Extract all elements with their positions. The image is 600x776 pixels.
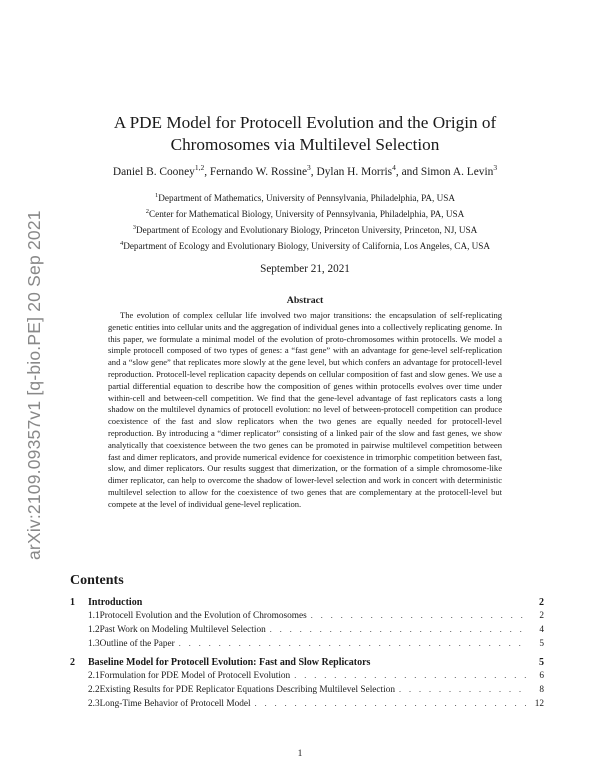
author	[209, 163, 317, 178]
toc-entry-subsection[interactable]	[70, 625, 544, 639]
toc-entry-subsection[interactable]	[70, 699, 544, 713]
toc-leader	[179, 639, 526, 648]
toc-page: 5	[539, 639, 544, 649]
author-affil-ref: 1,2	[194, 163, 205, 172]
author	[316, 163, 421, 178]
author-affil-ref: 4	[392, 163, 396, 172]
affiliation-text: Department of Ecology and Evolutionary Biology, University of California, Los Angeles, CA, USA	[123, 241, 491, 252]
affiliation-list	[60, 189, 550, 253]
affiliation	[60, 205, 550, 221]
toc-entry-subsection[interactable]	[70, 611, 544, 625]
toc-title: Protocell Evolution and the Evolution of Chromosomes	[99, 611, 307, 621]
affiliation-text: Department of Ecology and Evolutionary Biology, Princeton University, Princeton, NJ, USA	[136, 225, 478, 236]
abstract-body: The evolution of complex cellular life involved two major transitions: the encapsulation of self-replicating genetic entities into cellular units and the aggregation of individual genes into a collectively replicating genome. In this paper, we formulate a minimal model of the evolution of proto-chromosomes within protocells. We model a simple protocell composed of two types of genes: a “fast gene” with an advantage for gene-level self-replication and a “slow gene” that replicates more slowly at the gene level, but which confers an advantage for protocell-level reproduction. Protocell-level replication capacity depends on cellular composition of fast and slow genes. We use a partial differential equation to describe how the composition of genes within protocells evolves over time under within-cell and between-cell competition. We find that the gene-level advantage of fast replicators casts a long shadow on the multilevel dynamics of protocell evolution: no level of between-protocell competition can produce coexistence of the fast and slow replicators when the two genes are equally needed for protocell-level reproduction. By introducing a “dimer replicator” consisting of a linked pair of the slow and fast genes, we show analytically that coexistence between the two genes can be promoted in pairwise multilevel competition between fast and dimer replicators, and provide numerical evidence for coexistence in trimorphic competition between fast, slow, and dimer replicators. Our results suggest that dimerization, or the formation of a simple chromosome-like dimer replicator, can help to overcome the shadow of lower-level selection and work in concert with deterministic multilevel selection to allow for the coexistence of two genes that are complementary at the protocell-level but compete at the level of individual gene-level replication.	[108, 310, 502, 509]
toc-leader	[294, 671, 526, 680]
title-line: Chromosomes via Multilevel Selection	[170, 135, 440, 154]
toc-page: 6	[539, 671, 544, 681]
page-number: 1	[297, 749, 303, 759]
author-name: Daniel B. Cooney	[112, 165, 195, 178]
author-separator: , and	[395, 165, 421, 178]
toc-title: Past Work on Modeling Multilevel Selection	[99, 625, 266, 635]
affiliation-marker: 4	[119, 240, 124, 248]
table-of-contents	[70, 597, 544, 653]
affiliation	[60, 237, 550, 253]
author	[112, 163, 210, 178]
toc-number: 1.2	[88, 625, 100, 635]
affiliation-text: Center for Mathematical Biology, University of Pennsylvania, Philadelphia, PA, USA	[149, 209, 465, 220]
toc-number: 1.3	[88, 639, 100, 649]
author-list	[60, 163, 550, 178]
author	[420, 163, 498, 178]
toc-number: 2.1	[88, 671, 100, 681]
author-separator: ,	[310, 165, 317, 178]
affiliation-marker: 3	[132, 224, 136, 232]
toc-page: 12	[534, 699, 544, 709]
affiliation-text: Department of Mathematics, University of Pennsylvania, Philadelphia, PA, USA	[158, 193, 455, 204]
title-line: A PDE Model for Protocell Evolution and the Origin of	[113, 113, 497, 132]
author-name: Dylan H. Morris	[316, 165, 393, 178]
abstract-heading: Abstract	[286, 295, 324, 306]
toc-title: Long-Time Behavior of Protocell Model	[99, 699, 251, 709]
arxiv-identifier-stamp[interactable]: arXiv:2109.09357v1 [q-bio.PE] 20 Sep 2021	[24, 210, 44, 560]
toc-number: 2	[70, 657, 75, 668]
author-separator: ,	[204, 165, 210, 178]
toc-number: 1.1	[88, 611, 100, 621]
toc-page: 2	[539, 597, 544, 608]
toc-leader	[270, 625, 526, 634]
toc-title: Outline of the Paper	[99, 639, 175, 649]
toc-entry-subsection[interactable]	[70, 639, 544, 653]
toc-page: 2	[539, 611, 544, 621]
toc-title: Formulation for PDE Model of Protocell Evolution	[99, 671, 291, 681]
affiliation	[60, 221, 550, 237]
author-affil-ref: 3	[493, 163, 498, 172]
toc-page: 5	[539, 657, 544, 668]
toc-leader	[255, 699, 526, 708]
author-name: Fernando W. Rossine	[209, 165, 308, 178]
toc-number: 2.3	[88, 699, 100, 709]
table-of-contents-part-2	[70, 657, 544, 713]
paper-title	[70, 112, 540, 156]
toc-entry-subsection[interactable]	[70, 671, 544, 685]
toc-leader	[399, 685, 526, 694]
affiliation	[60, 189, 550, 205]
affiliation-marker: 1	[155, 192, 159, 199]
toc-title: Existing Results for PDE Replicator Equations Describing Multilevel Selection	[99, 685, 396, 695]
author-name: Simon A. Levin	[420, 165, 494, 178]
publication-date: September 21, 2021	[260, 263, 350, 275]
toc-entry-section[interactable]	[70, 657, 544, 671]
toc-number: 1	[70, 597, 75, 608]
toc-title: Baseline Model for Protocell Evolution: Fast and Slow Replicators	[88, 657, 371, 668]
toc-page: 4	[539, 625, 544, 635]
toc-leader	[311, 611, 526, 620]
toc-entry-subsection[interactable]	[70, 685, 544, 699]
contents-heading: Contents	[70, 573, 124, 588]
toc-number: 2.2	[88, 685, 100, 695]
affiliation-marker: 2	[145, 208, 149, 216]
toc-title: Introduction	[88, 597, 143, 608]
toc-page: 8	[539, 685, 544, 695]
author-affil-ref: 3	[307, 163, 311, 172]
toc-entry-section[interactable]	[70, 597, 544, 611]
